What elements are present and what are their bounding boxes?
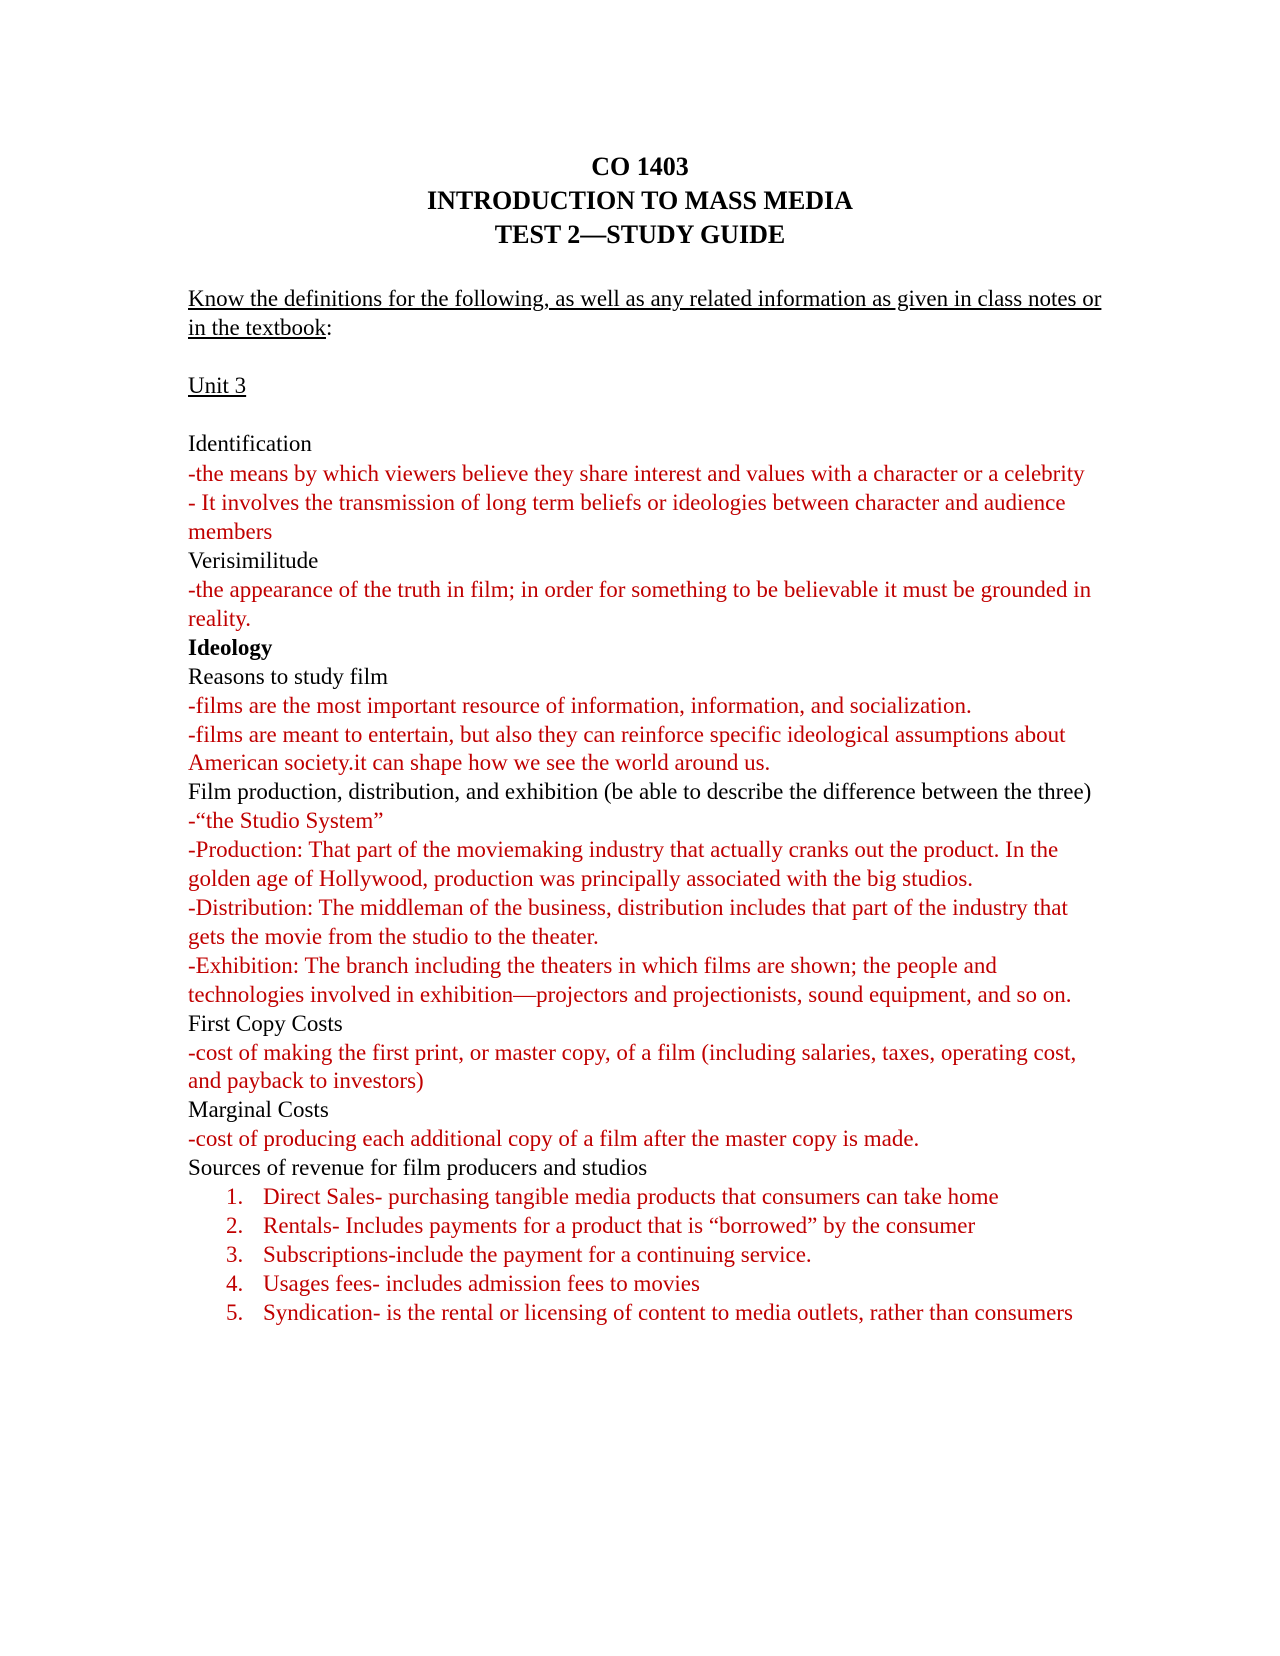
note-reasons-1: -films are the most important resource of information, information, and socialization. (188, 692, 972, 718)
term-first-copy-costs: First Copy Costs (188, 1010, 343, 1036)
note-identification-1: -the means by which viewers believe they share interest and values with a character or a celebrity (188, 461, 1085, 487)
term-film-production: Film production, distribution, and exhibition (be able to describe the difference between the three) (188, 779, 1092, 805)
intro-trailing-colon: : (325, 314, 333, 340)
intro-instructions (188, 285, 1103, 343)
note-exhibition: -Exhibition: The branch including the theaters in which films are shown; the people and technologies involved in exhibition—projectors and projectionists, sound equipment, and so on. (188, 952, 1072, 1007)
title-block (0, 150, 1280, 252)
term-marginal-costs: Marginal Costs (188, 1097, 329, 1123)
note-identification-2: - It involves the transmission of long term beliefs or ideologies between character and audience members (188, 490, 1066, 545)
note-production: -Production: That part of the moviemaking industry that actually cranks out the product. In the golden age of Hollywood, production was principally associated with the big studios. (188, 837, 1059, 892)
course-title: INTRODUCTION TO MASS MEDIA (427, 186, 853, 215)
revenue-sources-list (188, 1183, 1103, 1328)
term-ideology: Ideology (188, 634, 273, 660)
intro-underlined-text: Know the definitions for the following, as well as any related information as given in class notes or in the textbook (188, 286, 1102, 340)
note-distribution: -Distribution: The middleman of the business, distribution includes that part of the industry that gets the movie from the studio to the theater. (188, 895, 1068, 949)
study-guide-body (188, 285, 1103, 1328)
note-marginal-costs: -cost of producing each additional copy of a film after the master copy is made. (188, 1126, 920, 1152)
term-identification: Identification (188, 430, 312, 456)
term-revenue-sources: Sources of revenue for film producers and studios (188, 1155, 648, 1181)
note-verisimilitude-1: -the appearance of the truth in film; in order for something to be believable it must be grounded in reality. (188, 577, 1092, 631)
term-reasons-to-study-film: Reasons to study film (188, 663, 388, 689)
list-item: 4. Usages fees- includes admission fees to movies (226, 1270, 700, 1296)
note-reasons-2: -films are meant to entertain, but also they can reinforce specific ideological assumptions about American society.it can shape how we see the world around us. (188, 721, 1066, 776)
document-subtitle: TEST 2—STUDY GUIDE (494, 220, 786, 249)
list-item: 1. Direct Sales- purchasing tangible media products that consumers can take home (226, 1184, 999, 1210)
note-studio-system: -“the Studio System” (188, 808, 384, 834)
list-item: 2. Rentals- Includes payments for a product that is “borrowed” by the consumer (226, 1212, 976, 1238)
course-code: CO 1403 (591, 152, 689, 181)
list-item: 5. Syndication- is the rental or licensing of content to media outlets, rather than consumers (226, 1299, 1073, 1325)
list-item: 3. Subscriptions-include the payment for a continuing service. (226, 1241, 812, 1267)
unit-heading: Unit 3 (188, 372, 247, 398)
term-verisimilitude: Verisimilitude (188, 548, 319, 574)
note-first-copy-costs: -cost of making the first print, or master copy, of a film (including salaries, taxes, operating cost, and payback to investors) (188, 1039, 1077, 1094)
